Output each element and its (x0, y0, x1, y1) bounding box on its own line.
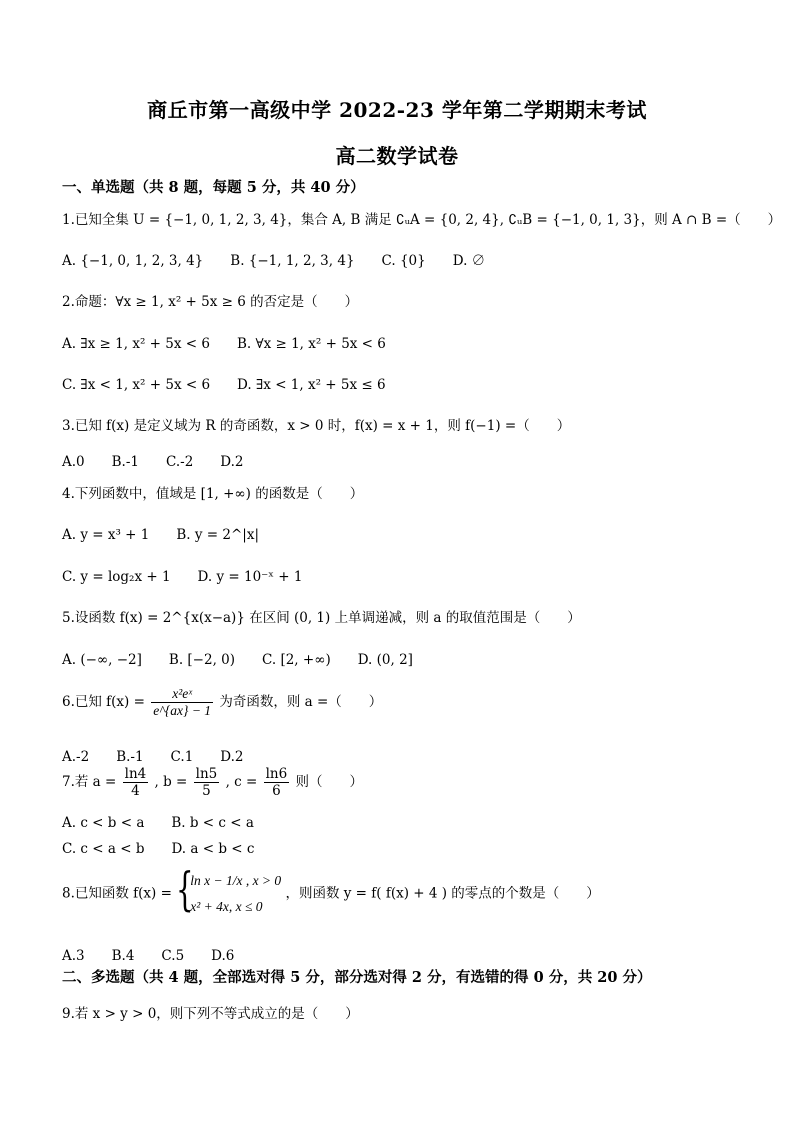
q7-fraction-b (194, 766, 220, 799)
q6-pre: 6.已知 f(x) = (62, 694, 145, 710)
q7-c-denominator: 6 (272, 783, 281, 799)
q7-options-row2: C. c < a < b D. a < b < c (62, 841, 255, 857)
q4-stem: 4.下列函数中，值域是 [1, +∞) 的函数是（ ） (62, 486, 364, 502)
q7-options-row1: A. c < b < a B. b < c < a (62, 815, 254, 831)
q3-options: A.0 B.-1 C.-2 D.2 (62, 454, 244, 470)
q7-fraction-c (264, 766, 290, 799)
q6-numerator: x²eˣ (151, 686, 213, 703)
q8-pre: 8.已知函数 f(x) = (62, 885, 172, 902)
q7-pre: 7.若 a = (62, 774, 117, 790)
q6-denominator: e^{ax} − 1 (153, 703, 212, 718)
q8-piecewise (176, 862, 282, 920)
q5-options: A. (−∞, −2] B. [−2, 0) C. [2, +∞) D. (0, 2] (62, 652, 413, 668)
q6-fraction (151, 686, 213, 719)
q4-options-row1: A. y = x³ + 1 B. y = 2^|x| (62, 527, 259, 543)
section-single-choice: 一、单选题（共 8 题，每题 5 分，共 40 分） (62, 179, 365, 196)
exam-subtitle: 高二数学试卷 (335, 144, 459, 168)
q2-options-row2: C. ∃x < 1, x² + 5x < 6 D. ∃x < 1, x² + 5x ≤ 6 (62, 377, 386, 393)
q1-options: A. {−1, 0, 1, 2, 3, 4} B. {−1, 1, 2, 3, 4} C. {0} D. ∅ (62, 253, 486, 269)
q7-b-pre: , b = (154, 774, 188, 790)
q7-stem (62, 766, 363, 799)
q6-post: 为奇函数，则 a =（ ） (219, 694, 383, 710)
q8-options: A.3 B.4 C.5 D.6 (62, 948, 235, 964)
q4-options-row2: C. y = log₂x + 1 D. y = 10⁻ˣ + 1 (62, 569, 303, 585)
q7-a-denominator: 4 (131, 783, 140, 799)
q3-stem: 3.已知 f(x) 是定义域为 R 的奇函数，x > 0 时，f(x) = x + 1，则 f(−1) =（ ） (62, 418, 571, 434)
q7-c-numerator: ln6 (265, 766, 288, 782)
q7-fraction-a (123, 766, 149, 799)
q6-stem (62, 686, 382, 719)
q1-stem: 1.已知全集 U = {−1, 0, 1, 2, 3, 4}，集合 A, B 满足 ∁ᵤA = {0, 2, 4}, ∁ᵤB = {−1, 0, 1, 3}，则 A ∩ B =（ ） (62, 212, 782, 228)
q7-post: 则（ ） (295, 774, 364, 790)
section-multi-choice: 二、多选题（共 4 题，全部选对得 5 分，部分选对得 2 分，有选错的得 0 分，共 20 分） (62, 969, 652, 986)
q8-stem (62, 862, 600, 920)
q7-c-pre: , c = (225, 774, 258, 790)
q7-a-numerator: ln4 (124, 766, 147, 782)
exam-title: 商丘市第一高级中学 2022-23 学年第二学期期末考试 (147, 98, 647, 122)
q6-options: A.-2 B.-1 C.1 D.2 (62, 749, 244, 765)
q8-case1: ln x − 1/x , x > 0 (190, 873, 282, 888)
q8-case2: x² + 4x, x ≤ 0 (190, 899, 263, 914)
q7-b-numerator: ln5 (195, 766, 218, 782)
q5-stem: 5.设函数 f(x) = 2^{x(x−a)} 在区间 (0, 1) 上单调递减，则 a 的取值范围是（ ） (62, 610, 581, 626)
q8-post: ，则函数 y = f( f(x) + 4 ) 的零点的个数是（ ） (285, 885, 600, 902)
q7-b-denominator: 5 (202, 783, 211, 799)
q2-options-row1: A. ∃x ≥ 1, x² + 5x < 6 B. ∀x ≥ 1, x² + 5x < 6 (62, 336, 386, 352)
q2-stem: 2.命题：∀x ≥ 1, x² + 5x ≥ 6 的否定是（ ） (62, 294, 359, 310)
q9-stem: 9.若 x > y > 0，则下列不等式成立的是（ ） (62, 1006, 359, 1022)
q8-brace: { (176, 862, 194, 916)
